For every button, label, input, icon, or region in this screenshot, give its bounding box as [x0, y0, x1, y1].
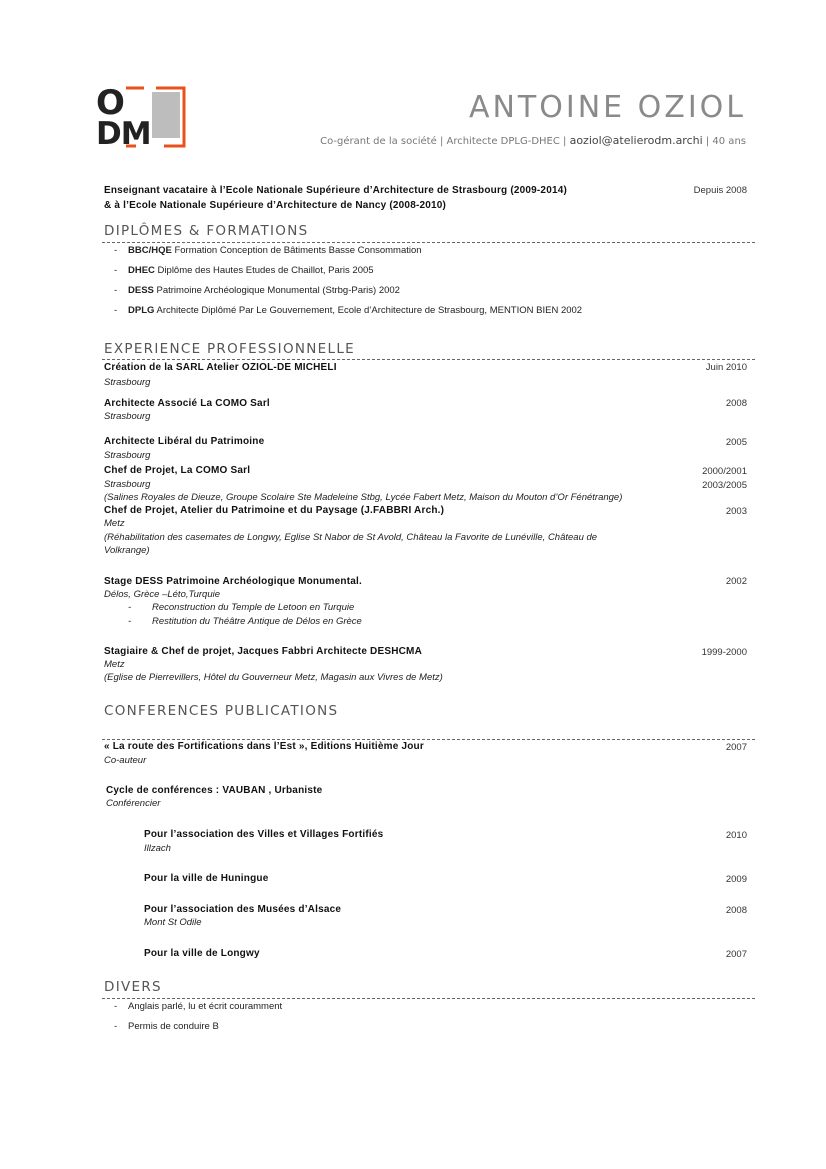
job-detail: (Réhabilitation des casemates de Longwy, Eglise St Nabor de St Avold, Château la Favorite de Lunéville, Château de: [104, 532, 598, 543]
talk-title: Pour la ville de Huningue: [144, 873, 269, 884]
list-item: - BBC/HQE Formation Conception de Bâtiments Basse Consommation: [114, 245, 422, 256]
talk-title: Pour la ville de Longwy: [144, 948, 260, 959]
teaching-date: Depuis 2008: [693, 185, 747, 196]
talk-place: Mont St Odile: [144, 917, 202, 928]
talk-date: 2008: [725, 905, 747, 916]
job-date: 2000/2001: [702, 466, 747, 477]
job-date: 2002: [725, 576, 747, 587]
section-divider: [102, 998, 755, 999]
header-subtitle: [320, 134, 746, 147]
job-date: Juin 2010: [705, 362, 747, 373]
talk-date: 2009: [725, 874, 747, 885]
list-item: - DHEC Diplôme des Hautes Etudes de Chaillot, Paris 2005: [114, 265, 374, 276]
list-item: - DPLG Architecte Diplômé Par Le Gouvernement, Ecole d’Architecture de Strasbourg, MENTION BIEN 2002: [114, 305, 583, 316]
job-title: Stage DESS Patrimoine Archéologique Monumental.: [104, 576, 362, 587]
job-title: Architecte Associé La COMO Sarl: [104, 398, 270, 409]
person-name: ANTOINE OZIOL: [468, 90, 746, 125]
list-item: - Permis de conduire B: [114, 1021, 219, 1032]
company-logo: [96, 83, 188, 152]
section-title-experience: EXPERIENCE PROFESSIONNELLE: [104, 341, 355, 357]
talk-date: 2010: [725, 830, 747, 841]
job-detail: (Salines Royales de Dieuze, Groupe Scolaire Ste Madeleine Stbg, Lycée Fabert Metz, Maison du Mouton d’Or Fénétrange): [104, 492, 623, 503]
role-text: Co-gérant de la société | Architecte DPLG-DHEC |: [320, 136, 567, 147]
job-title: Chef de Projet, La COMO Sarl: [104, 465, 251, 476]
teaching-line-1: Enseignant vacataire à l’Ecole Nationale Supérieure d’Architecture de Strasbourg (2009-2014): [104, 185, 568, 196]
section-title-diplomas: DIPLÔMES & FORMATIONS: [104, 223, 309, 239]
conference-cycle: Cycle de conférences : VAUBAN , Urbaniste: [106, 785, 323, 796]
logo-gray-block: [152, 92, 180, 138]
logo-letter-o: O: [96, 83, 125, 123]
job-place: Metz: [104, 659, 125, 670]
age-text: | 40 ans: [705, 136, 746, 147]
job-date: 2005: [725, 437, 747, 448]
section-divider: [102, 739, 755, 740]
job-place: Strasbourg: [104, 450, 151, 461]
job-title: Stagiaire & Chef de projet, Jacques Fabbri Architecte DESHCMA: [104, 646, 423, 657]
conference-role: Conférencier: [106, 798, 161, 809]
job-place: Délos, Grèce –Léto,Turquie: [104, 589, 220, 600]
logo-letters-dm: DM: [96, 116, 151, 152]
job-date-2: 2003/2005: [702, 480, 747, 491]
section-title-conferences: CONFERENCES PUBLICATIONS: [104, 703, 339, 719]
job-sub-item: - Reconstruction du Temple de Letoon en Turquie: [128, 602, 355, 613]
job-date: 2008: [725, 398, 747, 409]
publication-title: « La route des Fortifications dans l’Est », Editions Huitième Jour: [104, 741, 424, 752]
job-sub-item: - Restitution du Théâtre Antique de Délos en Grèce: [128, 616, 362, 627]
talk-title: Pour l’association des Villes et Villages Fortifiés: [144, 829, 384, 840]
section-title-misc: DIVERS: [104, 979, 162, 995]
job-place: Strasbourg: [104, 377, 151, 388]
section-divider: [102, 242, 755, 243]
job-place: Metz: [104, 518, 125, 529]
talk-date: 2007: [725, 949, 747, 960]
job-place: Strasbourg: [104, 411, 151, 422]
publication-role: Co-auteur: [104, 755, 147, 766]
section-divider: [102, 359, 755, 360]
publication-date: 2007: [725, 742, 747, 753]
list-item: - Anglais parlé, lu et écrit couramment: [114, 1001, 283, 1012]
job-date: 1999-2000: [701, 647, 747, 658]
list-item: - DESS Patrimoine Archéologique Monumental (Strbg-Paris) 2002: [114, 285, 400, 296]
job-title: Création de la SARL Atelier OZIOL-DE MICHELI: [104, 362, 337, 373]
job-detail: (Eglise de Pierrevillers, Hôtel du Gouverneur Metz, Magasin aux Vivres de Metz): [104, 672, 443, 683]
job-place: Strasbourg: [104, 479, 151, 490]
email-address[interactable]: aoziol@atelierodm.archi: [569, 134, 703, 147]
teaching-line-2: & à l’Ecole Nationale Supérieure d’Architecture de Nancy (2008-2010): [104, 200, 447, 211]
job-title: Chef de Projet, Atelier du Patrimoine et du Paysage (J.FABBRI Arch.): [104, 505, 445, 516]
job-detail: Volkrange): [104, 545, 150, 556]
talk-place: Illzach: [144, 843, 171, 854]
talk-title: Pour l’association des Musées d’Alsace: [144, 904, 342, 915]
job-date: 2003: [725, 506, 747, 517]
job-title: Architecte Libéral du Patrimoine: [104, 436, 265, 447]
